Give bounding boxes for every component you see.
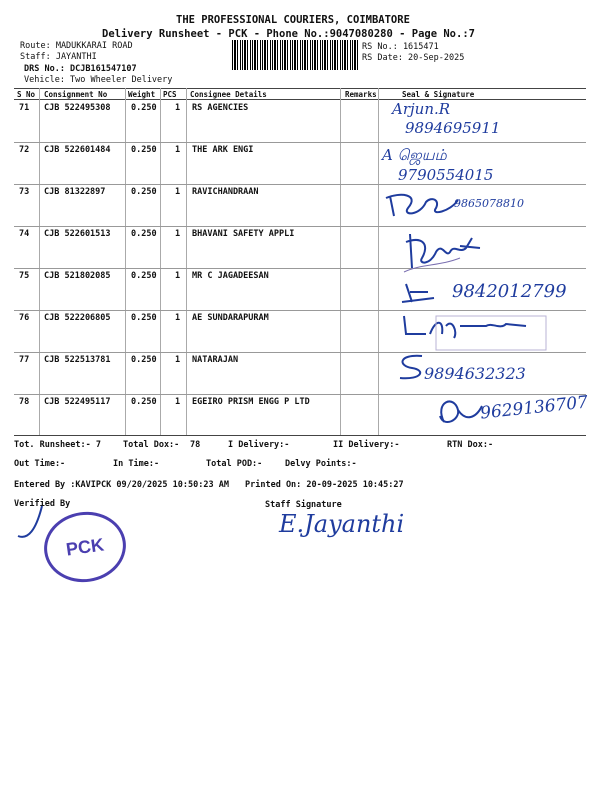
runsheet-title: Delivery Runsheet - PCK - Phone No.:9047080280 - Page No.:7 [102, 28, 475, 40]
total-dox-label: Total Dox:- [123, 440, 180, 450]
grid-line [39, 88, 40, 435]
col-pcs: PCS [163, 90, 177, 99]
table-top-rule [14, 88, 586, 89]
stamp-text: PCK [64, 533, 106, 560]
rs-date: RS Date: 20-Sep-2025 [362, 53, 465, 63]
row-consignment: CJB 522495308 [44, 103, 111, 113]
row-consignee: NATARAJAN [192, 355, 239, 365]
total-pod: Total POD:- [206, 459, 263, 469]
table-bottom-rule [14, 435, 586, 436]
row-divider [14, 184, 586, 185]
ii-delivery: II Delivery:- [333, 440, 400, 450]
row-sno: 76 [19, 313, 30, 323]
i-delivery: I Delivery:- [228, 440, 290, 450]
handwritten-name: Arjun.R [392, 100, 451, 118]
handwritten-phone: 9865078810 [454, 197, 524, 210]
row-pcs: 1 [175, 355, 181, 365]
grid-line [125, 88, 126, 435]
row-divider [14, 142, 586, 143]
delvy-points: Delvy Points:- [285, 459, 357, 469]
row-pcs: 1 [175, 271, 181, 281]
rs-number: RS No.: 1615471 [362, 42, 439, 52]
row-pcs: 1 [175, 103, 181, 113]
row-consignment: CJB 522601484 [44, 145, 111, 155]
staff-signature: E.Jayanthi [279, 510, 405, 538]
row-consignment: CJB 522495117 [44, 397, 111, 407]
staff-signature-label: Staff Signature [265, 500, 342, 510]
col-weight: Weight [128, 90, 156, 99]
row-consignee: RS AGENCIES [192, 103, 249, 113]
row-divider [14, 226, 586, 227]
row-divider [14, 394, 586, 395]
handwritten-phone: 9894632323 [424, 364, 526, 383]
row-weight: 0.250 [131, 229, 157, 239]
row-sno: 77 [19, 355, 30, 365]
total-dox-value: 78 [190, 440, 201, 450]
grid-line [186, 88, 187, 435]
row-pcs: 1 [175, 187, 181, 197]
company-title: THE PROFESSIONAL COURIERS, COIMBATORE [176, 14, 410, 26]
row-consignment: CJB 522513781 [44, 355, 111, 365]
signature-mark [398, 280, 442, 310]
row-consignment: CJB 81322897 [44, 187, 106, 197]
entered-by: Entered By :KAVIPCK 09/20/2025 10:50:23 AM [14, 480, 229, 490]
row-pcs: 1 [175, 145, 181, 155]
row-divider [14, 268, 586, 269]
out-time: Out Time:- [14, 459, 66, 469]
row-weight: 0.250 [131, 271, 157, 281]
row-weight: 0.250 [131, 145, 157, 155]
row-pcs: 1 [175, 229, 181, 239]
verified-by: Verified By [14, 499, 71, 509]
row-weight: 0.250 [131, 355, 157, 365]
col-consignment: Consignment No [44, 90, 108, 99]
row-sno: 75 [19, 271, 30, 281]
signature-scribble [400, 228, 490, 282]
row-weight: 0.250 [131, 103, 157, 113]
tot-runsheet: Tot. Runsheet:- 7 [14, 440, 101, 450]
row-sno: 72 [19, 145, 30, 155]
grid-line [378, 88, 379, 435]
row-pcs: 1 [175, 313, 181, 323]
in-time: In Time:- [113, 459, 160, 469]
row-consignee: MR C JAGADEESAN [192, 271, 269, 281]
handwritten-phone: 9842012799 [452, 281, 567, 302]
handwritten-name: A ஜெயம் [382, 146, 447, 164]
row-sno: 71 [19, 103, 30, 113]
row-consignment: CJB 522601513 [44, 229, 111, 239]
rtn-dox: RTN Dox:- [447, 440, 494, 450]
signature-scribble [396, 312, 556, 352]
row-divider [14, 352, 586, 353]
vehicle-label: Vehicle: Two Wheeler Delivery [24, 75, 173, 85]
handwritten-phone: 9894695911 [405, 119, 501, 137]
row-weight: 0.250 [131, 313, 157, 323]
row-consignee: EGEIRO PRISM ENGG P LTD [192, 397, 310, 407]
row-pcs: 1 [175, 397, 181, 407]
table-header-rule [14, 99, 586, 100]
row-sno: 74 [19, 229, 30, 239]
route-label: Route: MADUKKARAI ROAD [20, 41, 133, 51]
handwritten-phone: 9790554015 [398, 166, 494, 184]
row-consignee: THE ARK ENGI [192, 145, 254, 155]
drs-number: DRS No.: DCJB161547107 [24, 64, 137, 74]
handwritten-phone: 9629136707 [479, 392, 589, 424]
row-divider [14, 310, 586, 311]
printed-on: Printed On: 20-09-2025 10:45:27 [245, 480, 404, 490]
row-sno: 78 [19, 397, 30, 407]
staff-label: Staff: JAYANTHI [20, 52, 97, 62]
row-consignee: RAVICHANDRAAN [192, 187, 259, 197]
barcode [232, 40, 358, 70]
row-consignment: CJB 521802085 [44, 271, 111, 281]
row-consignment: CJB 522206805 [44, 313, 111, 323]
grid-line [160, 88, 161, 435]
col-consignee: Consignee Details [190, 90, 267, 99]
row-weight: 0.250 [131, 187, 157, 197]
row-sno: 73 [19, 187, 30, 197]
row-consignee: BHAVANI SAFETY APPLI [192, 229, 295, 239]
col-sno: S No [17, 90, 36, 99]
col-seal-signature: Seal & Signature [402, 90, 475, 99]
row-consignee: AE SUNDARAPURAM [192, 313, 269, 323]
grid-line [340, 88, 341, 435]
col-remarks: Remarks [345, 90, 377, 99]
row-weight: 0.250 [131, 397, 157, 407]
